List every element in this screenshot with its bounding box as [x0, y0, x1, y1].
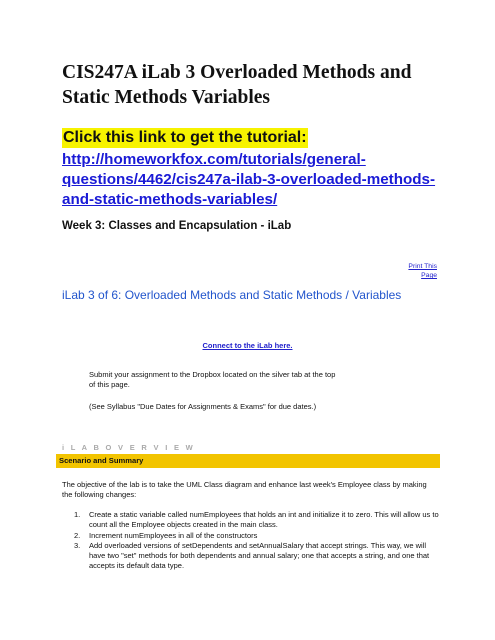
objective-paragraph: The objective of the lab is to take the UML Class diagram and enhance last week's Employee class by making the following changes:: [62, 480, 427, 499]
step-number: 2.: [74, 530, 81, 540]
ilab-heading: iLab 3 of 6: Overloaded Methods and Static Methods / Variables: [62, 288, 402, 302]
tutorial-link[interactable]: http://homeworkfox.com/tutorials/general-questions/4462/cis247a-ilab-3-overloaded-methods-and-static-methods-variables/: [62, 151, 436, 208]
list-item: [62, 541, 442, 570]
submit-instructions: Submit your assignment to the Dropbox located on the silver tab at the top of this page.: [89, 370, 336, 389]
list-item: [62, 531, 442, 541]
list-item: [62, 510, 442, 530]
step-text: Add overloaded versions of setDependents and setAnnualSalary that accept strings. This way, we will have two "set" methods for both dependents and annual salary; one that accepts a string, and one that accepts its default data type.: [89, 541, 430, 570]
print-page-link[interactable]: Print This Page: [408, 263, 437, 279]
syllabus-note: (See Syllabus "Due Dates for Assignments & Exams" for due dates.): [89, 402, 317, 411]
ilab-overview-label: i L A B O V E R V I E W: [62, 443, 196, 452]
step-text: Increment numEmployees in all of the constructors: [89, 530, 258, 540]
scenario-summary-heading: Scenario and Summary: [56, 454, 440, 468]
step-number: 3.: [74, 541, 81, 551]
steps-list: [62, 510, 442, 572]
step-number: 1.: [74, 510, 81, 519]
connect-ilab-link[interactable]: Connect to the iLab here.: [202, 341, 293, 350]
document-title: CIS247A iLab 3 Overloaded Methods and Static Methods Variables: [62, 62, 412, 108]
week-heading: Week 3: Classes and Encapsulation - iLab: [62, 220, 292, 232]
step-text: Create a static variable called numEmployees that holds an int and initialize it to zero. This will allow us to count all the Employee objects created in the main class.: [89, 510, 439, 529]
tutorial-prompt: Click this link to get the tutorial:: [63, 129, 307, 146]
